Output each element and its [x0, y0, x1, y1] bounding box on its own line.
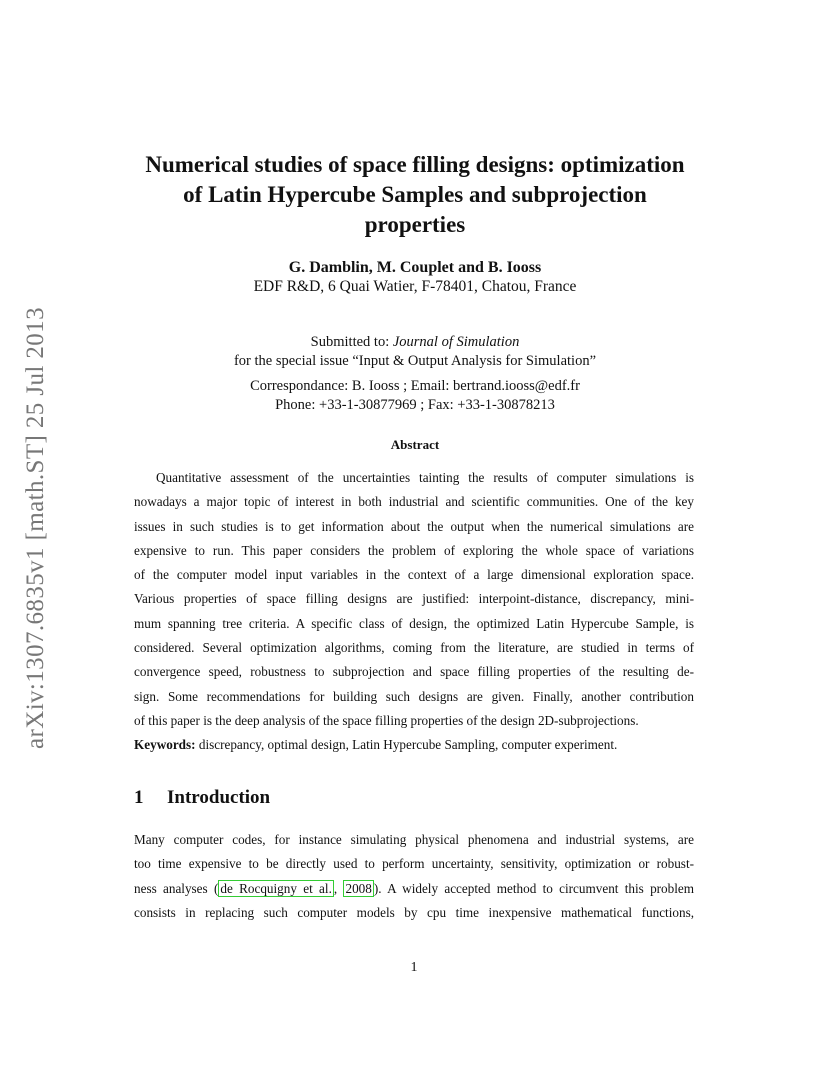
submitted-prefix: Submitted to: — [310, 334, 393, 350]
arxiv-identifier: arXiv:1307.6835v1 [math.ST] 25 Jul 2013 — [22, 307, 49, 749]
submission-note — [90, 333, 740, 371]
special-issue-line: for the special issue “Input & Output Analysis for Simulation” — [233, 353, 597, 369]
introduction-body — [134, 828, 694, 925]
keywords-label: Keywords: — [134, 737, 196, 753]
keywords-line — [134, 733, 694, 757]
abstract-heading: Abstract — [390, 437, 440, 452]
intro-text: ness analyses ( — [134, 880, 219, 896]
submitted-to-line — [90, 333, 740, 352]
citation-author-link[interactable]: de Rocquigny et al. — [220, 880, 332, 896]
abstract-line: Various properties of space filling designs are justified: interpoint-distance, discrepancy, mini- — [134, 591, 694, 607]
abstract-line: Quantitative assessment of the uncertainties tainting the results of computer simulations is — [156, 470, 694, 485]
authors: G. Damblin, M. Couplet and B. Iooss — [288, 259, 542, 276]
section-heading — [134, 786, 270, 810]
affiliation: EDF R&D, 6 Quai Watier, F-78401, Chatou, France — [253, 278, 577, 295]
abstract-line: convergence speed, robustness to subprojection and space filling properties of the resulting de- — [134, 664, 694, 680]
keywords-list: discrepancy, optimal design, Latin Hypercube Sampling, computer experiment. — [195, 737, 618, 753]
abstract-line: nowadays a major topic of interest in both industrial and scientific communities. One of the key — [134, 494, 694, 510]
abstract-line: considered. Several optimization algorithms, coming from the literature, are studied in terms of — [134, 640, 694, 656]
intro-line — [134, 877, 694, 901]
abstract-line: expensive to run. This paper considers the problem of exploring the whole space of variations — [134, 542, 694, 558]
intro-line: consists in replacing such computer models by cpu time inexpensive mathematical functions, — [134, 904, 694, 920]
paper-title — [90, 150, 740, 240]
abstract-body — [134, 466, 694, 758]
title-line: properties — [364, 212, 466, 237]
phone-line: Phone: +33-1-30877969 ; Fax: +33-1-30878213 — [275, 397, 555, 413]
citation-year-link[interactable]: 2008 — [345, 880, 372, 896]
intro-text: , — [333, 880, 344, 896]
intro-text: ). A widely accepted method to circumvent this problem — [373, 880, 695, 896]
title-line: Numerical studies of space filling designs: optimization — [145, 152, 685, 177]
title-line: of Latin Hypercube Samples and subprojection — [183, 182, 647, 207]
section-title: Introduction — [167, 787, 271, 808]
abstract-line: of the computer model input variables in the context of a large dimensional exploration space. — [134, 567, 694, 583]
correspondence-line: Correspondance: B. Iooss ; Email: bertrand.iooss@edf.fr — [250, 378, 580, 394]
section-number: 1 — [134, 787, 144, 808]
contact-info — [90, 377, 740, 415]
journal-name: Journal of Simulation — [392, 334, 520, 350]
abstract-line: issues in such studies is to get information about the output when the numerical simulations are — [134, 518, 694, 534]
abstract-line: sign. Some recommendations for building such designs are given. Finally, another contribution — [134, 688, 694, 704]
abstract-line: mum spanning tree criteria. A specific class of design, the optimized Latin Hypercube Sample, is — [134, 615, 694, 631]
intro-line: Many computer codes, for instance simulating physical phenomena and industrial systems, are — [134, 832, 694, 847]
abstract-line: of this paper is the deep analysis of the space filling properties of the design 2D-subprojections. — [134, 712, 639, 728]
page-number: 1 — [410, 960, 418, 975]
intro-line: too time expensive to be directly used to perform uncertainty, sensitivity, optimization or robust- — [134, 856, 694, 872]
